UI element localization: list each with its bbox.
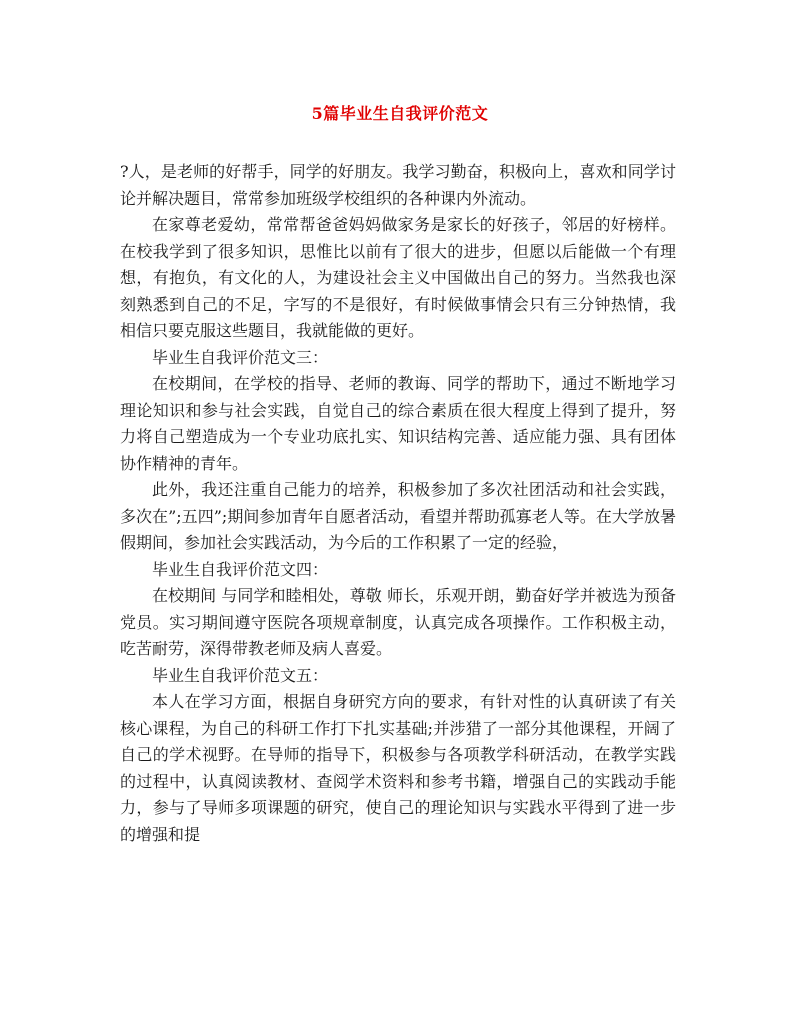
document-body	[120, 159, 676, 848]
section-heading-4: 毕业生自我评价范文四：	[152, 559, 329, 579]
section-heading-3: 毕业生自我评价范文三：	[152, 347, 329, 367]
paragraph-9: 本人在学习方面，根据自身研究方向的要求，有针对性的认真研读了有关核心课程，为自己的科研工作打下扎实基础;并涉猎了一部分其他课程，开阔了自己的学术视野。在导师的指导下，积极参与各项教学科研活动，在教学实践的过程中，认真阅读教材、查阅学术资料和参考书籍，增强自己的实践动手能力，参与了导师多项课题的研究，使自己的理论知识与实践水平得到了进一步的增强和提	[120, 692, 676, 844]
paragraph-7: 在校期间 与同学和睦相处，尊敬 师长，乐观开朗，勤奋好学并被选为预备党员。实习期间遵守医院各项规章制度，认真完成各项操作。工作积极主动，吃苦耐劳，深得带教老师及病人喜爱。	[120, 586, 676, 658]
paragraph-5: 此外，我还注重自己能力的培养，积极参加了多次社团活动和社会实践，多次在”;五四”;期间参加青年自愿者活动，看望并帮助孤寡老人等。在大学放暑假期间，参加社会实践活动，为今后的工作积累了一定的经验，	[120, 480, 676, 552]
section-heading-5: 毕业生自我评价范文五：	[152, 665, 329, 685]
paragraph-2: 在家尊老爱幼，常常帮爸爸妈妈做家务是家长的好孩子，邻居的好榜样。在校我学到了很多知识，思惟比以前有了很大的进步，但愿以后能做一个有理想，有抱负，有文化的人，为建设社会主义中国做出自己的努力。当然我也深刻熟悉到自己的不足，字写的不是很好，有时候做事情会只有三分钟热情，我相信只要克服这些题目，我就能做的更好。	[120, 215, 676, 340]
page-title: 5篇毕业生自我评价范文	[311, 104, 489, 123]
paragraph-1: ?人，是老师的好帮手，同学的好朋友。我学习勤奋，积极向上，喜欢和同学讨论并解决题目，常常参加班级学校组织的各种课内外流动。	[120, 162, 676, 208]
paragraph-4: 在校期间，在学校的指导、老师的教诲、同学的帮助下，通过不断地学习理论知识和参与社会实践，自觉自己的综合素质在很大程度上得到了提升，努力将自己塑造成为一个专业功底扎实、知识结构完善、适应能力强、具有团体协作精神的青年。	[120, 374, 676, 473]
